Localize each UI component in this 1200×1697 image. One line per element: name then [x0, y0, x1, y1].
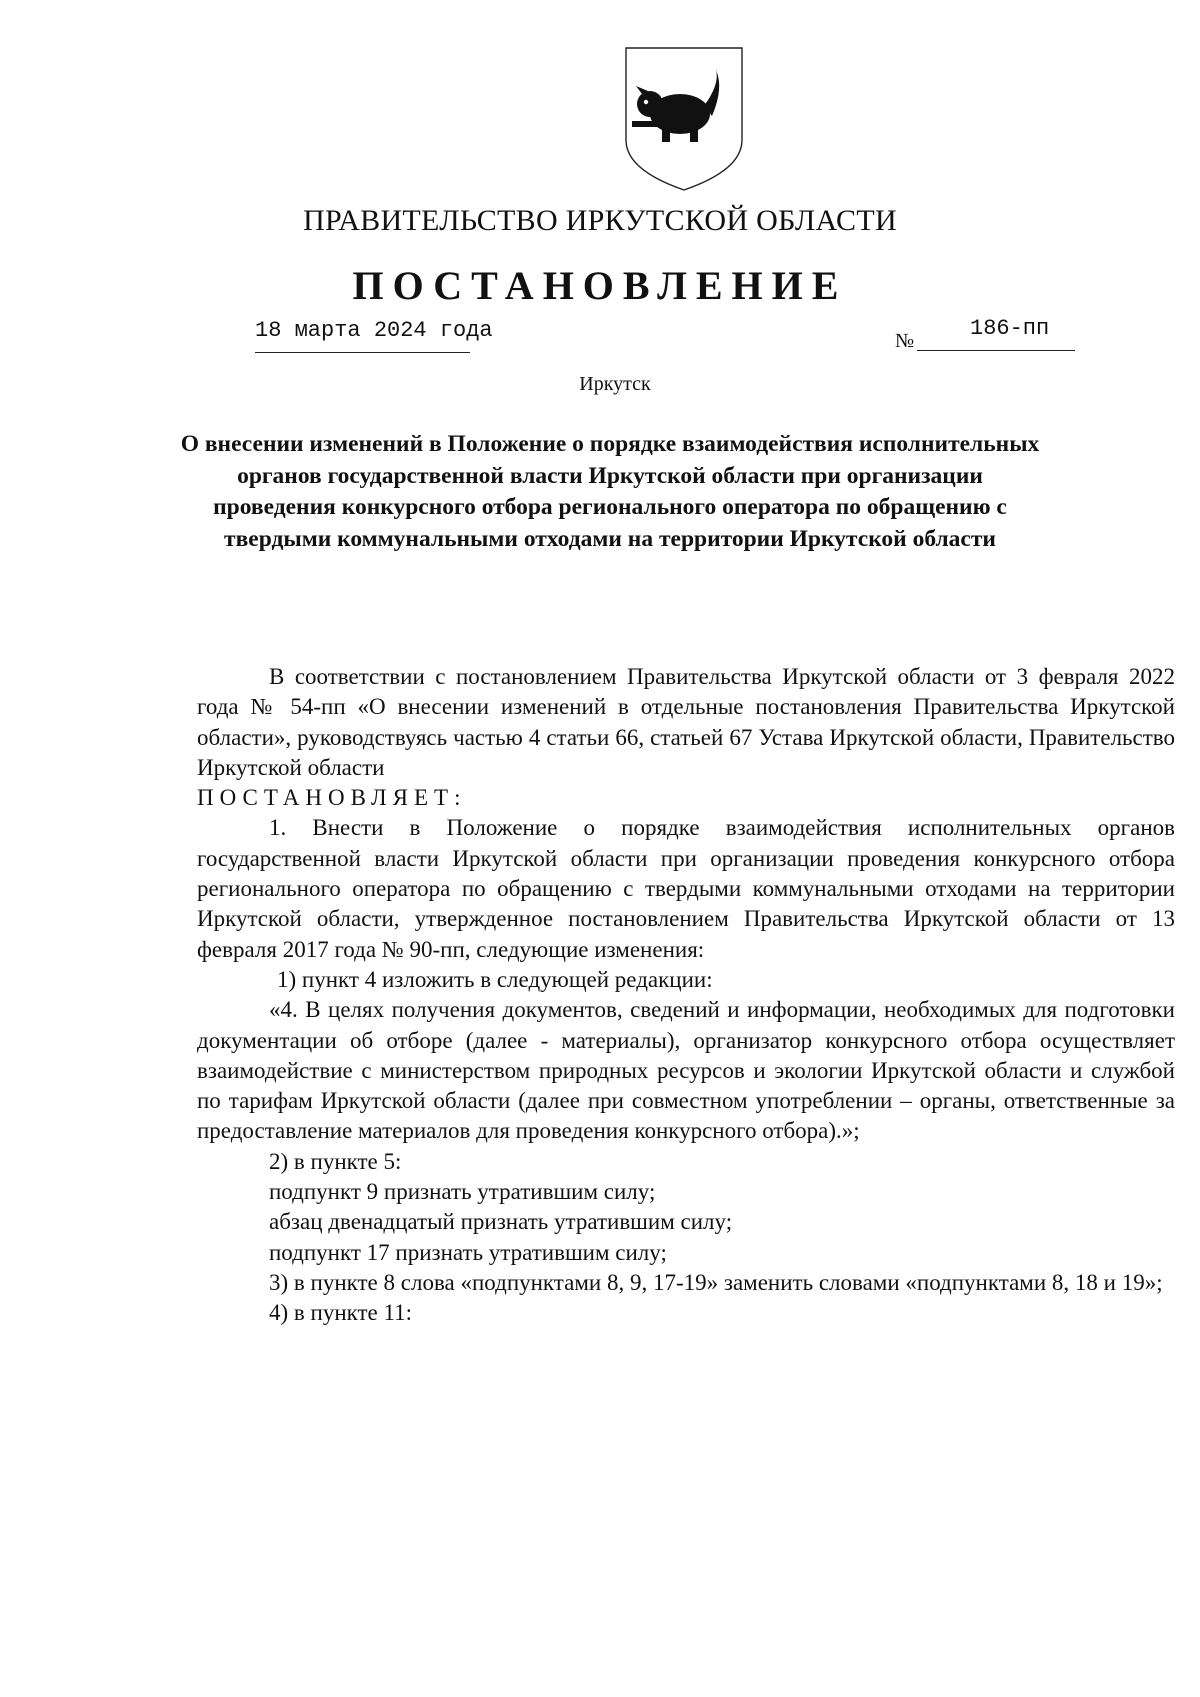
- preamble-paragraph: В соответствии с постановлением Правительства Иркутской области от 3 февраля 2022 года № 54-пп «О внесении изменений в отдельные постановления Правительства Иркутской области», руководствуясь частью 4 статьи 66, статьей 67 Устава Иркутской области, Правительство Иркутской области: [197, 664, 1175, 780]
- subitem-2: 2) в пункте 5:: [269, 1148, 402, 1174]
- subitem-2-line-b: абзац двенадцатый признать утратившим силу;: [269, 1209, 733, 1235]
- government-name: ПРАВИТЕЛЬСТВО ИРКУТСКОЙ ОБЛАСТИ: [303, 204, 897, 237]
- document-body: [197, 662, 1175, 1329]
- document-title: О внесении изменений в Положение о порядке взаимодействия исполнительных органов государственной власти Иркутской области при организации проведения конкурсного отбора регионального оператора по обращению с твердыми коммунальными отходами на территории Иркутской области: [180, 431, 1040, 552]
- document-type: ПОСТАНОВЛЕНИЕ: [352, 263, 848, 308]
- item-1-paragraph: 1. Внести в Положение о порядке взаимодействия исполнительных органов государственной власти Иркутской области при организации проведения конкурсного отбора регионального оператора по обращению с твердыми коммунальными отходами на территории Иркутской области, утвержденное постановлением Правительства Иркутской области от 13 февраля 2017 года № 90-пп, следующие изменения:: [197, 815, 1175, 962]
- city: Иркутск: [579, 373, 651, 395]
- subitem-2-line-c: подпункт 17 признать утратившим силу;: [269, 1239, 667, 1265]
- date-underline: [255, 352, 470, 353]
- subitem-3: 3) в пункте 8 слова «подпунктами 8, 9, 17-19» заменить словами «подпунктами 8, 18 и 19»;: [269, 1269, 1163, 1295]
- quoted-paragraph: «4. В целях получения документов, сведений и информации, необходимых для подготовки документации об отборе (далее - материалы), организатор конкурсного отбора осуществляет взаимодействие с министерством природных ресурсов и экологии Иркутской области и службой по тарифам Иркутской области (далее при совместном употреблении – органы, ответственные за предоставление материалов для проведения конкурсного отбора).»;: [197, 997, 1175, 1144]
- number-sign: №: [895, 330, 915, 352]
- number-underline: [917, 350, 1075, 351]
- subitem-1: 1) пункт 4 изложить в следующей редакции:: [277, 966, 713, 992]
- coat-of-arms-emblem: [620, 44, 748, 194]
- subitem-2-line-a: подпункт 9 признать утратившим силу;: [269, 1179, 656, 1205]
- resolves-heading: ПОСТАНОВЛЯЕТ:: [197, 785, 467, 811]
- document-number: 186-пп: [970, 316, 1050, 341]
- subitem-4: 4) в пункте 11:: [269, 1300, 413, 1326]
- document-date: 18 марта 2024 года: [255, 318, 493, 343]
